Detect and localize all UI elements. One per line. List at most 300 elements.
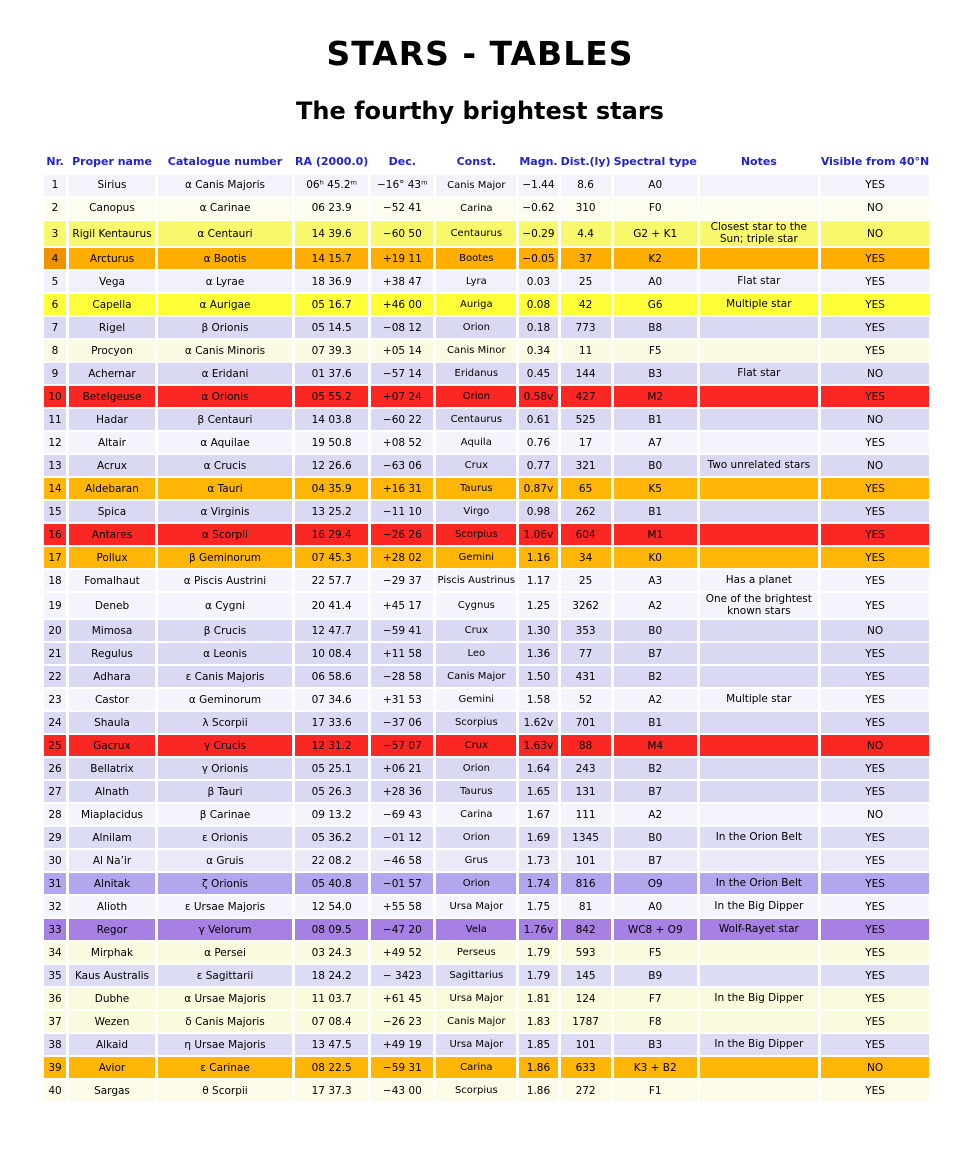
- column-header-dist: Dist.(ly): [560, 155, 611, 168]
- cell-dec: −46 58: [371, 850, 433, 871]
- cell-mag: −1.44: [519, 175, 557, 196]
- cell-nr: 14: [44, 478, 66, 499]
- cell-mag: 1.62v: [519, 712, 557, 733]
- cell-mag: 1.65: [519, 781, 557, 802]
- cell-vis: YES: [821, 919, 929, 940]
- cell-vis: YES: [821, 547, 929, 568]
- cell-notes: Wolf-Rayet star: [700, 919, 818, 940]
- cell-name: Mimosa: [69, 620, 155, 641]
- cell-vis: YES: [821, 593, 929, 618]
- cell-con: Crux: [436, 735, 516, 756]
- cell-mag: 1.86: [519, 1057, 557, 1078]
- cell-spec: G6: [614, 294, 697, 315]
- cell-name: Alkaid: [69, 1034, 155, 1055]
- cell-dist: 272: [561, 1080, 611, 1101]
- column-header-ra: RA (2000.0): [295, 155, 369, 168]
- cell-name: Hadar: [69, 409, 155, 430]
- cell-spec: B7: [614, 781, 697, 802]
- cell-con: Canis Major: [436, 175, 516, 196]
- cell-cat: β Tauri: [158, 781, 292, 802]
- table-row: [44, 317, 929, 338]
- cell-dist: 773: [561, 317, 611, 338]
- cell-dist: 101: [561, 850, 611, 871]
- cell-vis: YES: [821, 896, 929, 917]
- cell-cat: ζ Orionis: [158, 873, 292, 894]
- cell-cat: α Bootis: [158, 248, 292, 269]
- cell-vis: YES: [821, 1080, 929, 1101]
- table-row: [44, 501, 929, 522]
- column-header-name: Proper name: [72, 155, 152, 168]
- cell-dec: −47 20: [371, 919, 433, 940]
- cell-spec: G2 + K1: [614, 221, 697, 246]
- table-row: [44, 666, 929, 687]
- cell-spec: B1: [614, 501, 697, 522]
- cell-cat: α Lyrae: [158, 271, 292, 292]
- cell-nr: 25: [44, 735, 66, 756]
- cell-name: Rigel: [69, 317, 155, 338]
- table-row: [44, 271, 929, 292]
- cell-mag: 0.98: [519, 501, 557, 522]
- cell-con: Centaurus: [436, 221, 516, 246]
- cell-cat: ε Ursae Majoris: [158, 896, 292, 917]
- table-row: [44, 1057, 929, 1078]
- table-row: [44, 455, 929, 476]
- cell-dec: −63 06: [371, 455, 433, 476]
- cell-mag: −0.62: [519, 198, 557, 219]
- cell-ra: 05 40.8: [295, 873, 368, 894]
- cell-dec: +08 52: [371, 432, 433, 453]
- cell-dist: 3262: [561, 593, 611, 618]
- cell-mag: 1.63v: [519, 735, 557, 756]
- cell-dist: 144: [561, 363, 611, 384]
- cell-cat: ε Canis Majoris: [158, 666, 292, 687]
- cell-spec: B3: [614, 1034, 697, 1055]
- cell-name: Castor: [69, 689, 155, 710]
- cell-notes: Closest star to the Sun; triple star: [700, 221, 818, 246]
- cell-dec: +55 58: [371, 896, 433, 917]
- cell-name: Al Na’ir: [69, 850, 155, 871]
- cell-nr: 39: [44, 1057, 66, 1078]
- cell-spec: K0: [614, 547, 697, 568]
- cell-nr: 8: [44, 340, 66, 361]
- cell-vis: YES: [821, 988, 929, 1009]
- cell-nr: 22: [44, 666, 66, 687]
- cell-cat: α Virginis: [158, 501, 292, 522]
- cell-notes: In the Big Dipper: [700, 988, 818, 1009]
- cell-vis: NO: [821, 620, 929, 641]
- cell-vis: YES: [821, 570, 929, 591]
- cell-nr: 28: [44, 804, 66, 825]
- cell-vis: YES: [821, 386, 929, 407]
- cell-ra: 22 08.2: [295, 850, 368, 871]
- cell-notes: [700, 735, 818, 756]
- cell-dist: 633: [561, 1057, 611, 1078]
- cell-dist: 243: [561, 758, 611, 779]
- cell-dec: +11 58: [371, 643, 433, 664]
- cell-cat: α Scorpii: [158, 524, 292, 545]
- cell-dist: 604: [561, 524, 611, 545]
- cell-vis: YES: [821, 478, 929, 499]
- cell-ra: 05 36.2: [295, 827, 368, 848]
- cell-con: Piscis Austrinus: [436, 570, 516, 591]
- cell-con: Gemini: [436, 689, 516, 710]
- cell-dist: 131: [561, 781, 611, 802]
- cell-cat: α Aquilae: [158, 432, 292, 453]
- cell-nr: 15: [44, 501, 66, 522]
- cell-vis: YES: [821, 175, 929, 196]
- cell-nr: 5: [44, 271, 66, 292]
- cell-mag: 1.74: [519, 873, 557, 894]
- cell-ra: 12 31.2: [295, 735, 368, 756]
- cell-notes: [700, 340, 818, 361]
- cell-spec: F0: [614, 198, 697, 219]
- cell-mag: 0.76: [519, 432, 557, 453]
- cell-mag: 1.85: [519, 1034, 557, 1055]
- cell-con: Scorpius: [436, 1080, 516, 1101]
- cell-dist: 25: [561, 271, 611, 292]
- cell-con: Taurus: [436, 478, 516, 499]
- cell-name: Aldebaran: [69, 478, 155, 499]
- cell-con: Centaurus: [436, 409, 516, 430]
- cell-ra: 16 29.4: [295, 524, 368, 545]
- cell-notes: Flat star: [700, 271, 818, 292]
- cell-ra: 13 25.2: [295, 501, 368, 522]
- cell-ra: 18 36.9: [295, 271, 368, 292]
- cell-dec: −08 12: [371, 317, 433, 338]
- cell-cat: α Eridani: [158, 363, 292, 384]
- cell-name: Vega: [69, 271, 155, 292]
- table-row: [44, 198, 929, 219]
- cell-notes: In the Big Dipper: [700, 896, 818, 917]
- cell-mag: 1.17: [519, 570, 557, 591]
- cell-dec: −59 31: [371, 1057, 433, 1078]
- cell-vis: YES: [821, 501, 929, 522]
- column-header-con: Const.: [456, 155, 497, 168]
- table-row: [44, 873, 929, 894]
- cell-mag: 1.06v: [519, 524, 557, 545]
- cell-ra: 18 24.2: [295, 965, 368, 986]
- table-row: [44, 221, 929, 246]
- cell-vis: NO: [821, 409, 929, 430]
- cell-dist: 145: [561, 965, 611, 986]
- cell-nr: 4: [44, 248, 66, 269]
- cell-name: Regor: [69, 919, 155, 940]
- cell-spec: F5: [614, 942, 697, 963]
- cell-dist: 11: [561, 340, 611, 361]
- cell-mag: 1.50: [519, 666, 557, 687]
- cell-spec: B0: [614, 455, 697, 476]
- cell-vis: YES: [821, 248, 929, 269]
- cell-dist: 593: [561, 942, 611, 963]
- cell-notes: [700, 386, 818, 407]
- cell-vis: YES: [821, 965, 929, 986]
- cell-dec: −57 14: [371, 363, 433, 384]
- cell-spec: A0: [614, 271, 697, 292]
- cell-cat: α Crucis: [158, 455, 292, 476]
- cell-notes: [700, 478, 818, 499]
- cell-spec: B3: [614, 363, 697, 384]
- cell-con: Lyra: [436, 271, 516, 292]
- column-header-spec: Spectral type: [613, 155, 697, 168]
- cell-con: Sagittarius: [436, 965, 516, 986]
- cell-mag: 1.79: [519, 965, 557, 986]
- cell-ra: 07 45.3: [295, 547, 368, 568]
- cell-mag: 1.73: [519, 850, 557, 871]
- cell-vis: YES: [821, 294, 929, 315]
- cell-dist: 81: [561, 896, 611, 917]
- cell-spec: O9: [614, 873, 697, 894]
- cell-name: Dubhe: [69, 988, 155, 1009]
- cell-notes: [700, 850, 818, 871]
- cell-mag: 0.58v: [519, 386, 557, 407]
- cell-nr: 19: [44, 593, 66, 618]
- cell-name: Fomalhaut: [69, 570, 155, 591]
- cell-dec: +31 53: [371, 689, 433, 710]
- cell-vis: YES: [821, 758, 929, 779]
- cell-cat: ε Orionis: [158, 827, 292, 848]
- cell-vis: NO: [821, 735, 929, 756]
- cell-mag: 1.16: [519, 547, 557, 568]
- table-row: [44, 850, 929, 871]
- cell-nr: 36: [44, 988, 66, 1009]
- cell-dec: +61 45: [371, 988, 433, 1009]
- cell-cat: α Canis Majoris: [158, 175, 292, 196]
- cell-spec: A0: [614, 896, 697, 917]
- cell-ra: 04 35.9: [295, 478, 368, 499]
- cell-vis: YES: [821, 712, 929, 733]
- cell-cat: λ Scorpii: [158, 712, 292, 733]
- cell-name: Adhara: [69, 666, 155, 687]
- cell-name: Spica: [69, 501, 155, 522]
- cell-dec: +28 36: [371, 781, 433, 802]
- cell-cat: α Centauri: [158, 221, 292, 246]
- cell-spec: F7: [614, 988, 697, 1009]
- cell-spec: B1: [614, 409, 697, 430]
- cell-vis: YES: [821, 873, 929, 894]
- cell-dec: −52 41: [371, 198, 433, 219]
- cell-con: Orion: [436, 827, 516, 848]
- table-row: [44, 896, 929, 917]
- table-row: [44, 804, 929, 825]
- cell-name: Bellatrix: [69, 758, 155, 779]
- cell-con: Crux: [436, 620, 516, 641]
- table-row: [44, 827, 929, 848]
- cell-spec: B9: [614, 965, 697, 986]
- cell-con: Canis Major: [436, 666, 516, 687]
- cell-vis: NO: [821, 221, 929, 246]
- cell-nr: 18: [44, 570, 66, 591]
- cell-mag: 1.30: [519, 620, 557, 641]
- cell-notes: [700, 804, 818, 825]
- cell-con: Gemini: [436, 547, 516, 568]
- table-row: [44, 1011, 929, 1032]
- header-row: [44, 153, 929, 173]
- table-row: [44, 340, 929, 361]
- cell-notes: In the Big Dipper: [700, 1034, 818, 1055]
- cell-spec: A2: [614, 689, 697, 710]
- cell-con: Crux: [436, 455, 516, 476]
- cell-name: Procyon: [69, 340, 155, 361]
- cell-ra: 10 08.4: [295, 643, 368, 664]
- cell-notes: Flat star: [700, 363, 818, 384]
- cell-dist: 1345: [561, 827, 611, 848]
- cell-nr: 34: [44, 942, 66, 963]
- cell-vis: NO: [821, 198, 929, 219]
- cell-dec: +19 11: [371, 248, 433, 269]
- cell-spec: K3 + B2: [614, 1057, 697, 1078]
- cell-mag: 0.87v: [519, 478, 557, 499]
- cell-nr: 9: [44, 363, 66, 384]
- cell-ra: 08 09.5: [295, 919, 368, 940]
- cell-dist: 427: [561, 386, 611, 407]
- cell-nr: 23: [44, 689, 66, 710]
- table-row: [44, 432, 929, 453]
- cell-name: Altair: [69, 432, 155, 453]
- table-row: [44, 1034, 929, 1055]
- cell-ra: 05 26.3: [295, 781, 368, 802]
- cell-ra: 06ʰ 45.2ᵐ: [295, 175, 368, 196]
- cell-mag: 1.86: [519, 1080, 557, 1101]
- cell-name: Acrux: [69, 455, 155, 476]
- cell-ra: 13 47.5: [295, 1034, 368, 1055]
- cell-dec: −59 41: [371, 620, 433, 641]
- cell-nr: 30: [44, 850, 66, 871]
- table-row: [44, 620, 929, 641]
- cell-notes: [700, 409, 818, 430]
- cell-nr: 38: [44, 1034, 66, 1055]
- cell-con: Auriga: [436, 294, 516, 315]
- cell-spec: A2: [614, 593, 697, 618]
- cell-spec: A7: [614, 432, 697, 453]
- cell-mag: −0.29: [519, 221, 557, 246]
- cell-mag: 1.81: [519, 988, 557, 1009]
- cell-name: Canopus: [69, 198, 155, 219]
- cell-dist: 37: [561, 248, 611, 269]
- cell-nr: 12: [44, 432, 66, 453]
- star-table: [41, 151, 932, 1103]
- cell-cat: θ Scorpii: [158, 1080, 292, 1101]
- cell-nr: 37: [44, 1011, 66, 1032]
- cell-con: Canis Major: [436, 1011, 516, 1032]
- table-row: [44, 781, 929, 802]
- cell-mag: 0.45: [519, 363, 557, 384]
- cell-nr: 20: [44, 620, 66, 641]
- cell-dec: −69 43: [371, 804, 433, 825]
- cell-cat: α Canis Minoris: [158, 340, 292, 361]
- cell-mag: 1.64: [519, 758, 557, 779]
- cell-notes: [700, 501, 818, 522]
- cell-vis: YES: [821, 781, 929, 802]
- page-subtitle: The fourthy brightest stars: [296, 97, 664, 125]
- cell-cat: α Geminorum: [158, 689, 292, 710]
- cell-vis: YES: [821, 432, 929, 453]
- cell-spec: K2: [614, 248, 697, 269]
- cell-name: Alioth: [69, 896, 155, 917]
- column-header-notes: Notes: [740, 155, 777, 168]
- cell-con: Carina: [436, 1057, 516, 1078]
- cell-dist: 262: [561, 501, 611, 522]
- cell-notes: [700, 965, 818, 986]
- table-row: [44, 712, 929, 733]
- cell-spec: M1: [614, 524, 697, 545]
- cell-vis: YES: [821, 689, 929, 710]
- cell-dist: 431: [561, 666, 611, 687]
- cell-nr: 27: [44, 781, 66, 802]
- cell-nr: 32: [44, 896, 66, 917]
- cell-name: Shaula: [69, 712, 155, 733]
- cell-dec: −60 50: [371, 221, 433, 246]
- table-row: [44, 1080, 929, 1101]
- cell-name: Alnitak: [69, 873, 155, 894]
- cell-nr: 7: [44, 317, 66, 338]
- cell-dec: −26 26: [371, 524, 433, 545]
- table-row: [44, 547, 929, 568]
- cell-con: Ursa Major: [436, 1034, 516, 1055]
- cell-name: Alnilam: [69, 827, 155, 848]
- cell-vis: YES: [821, 666, 929, 687]
- cell-dec: −01 57: [371, 873, 433, 894]
- cell-dist: 816: [561, 873, 611, 894]
- cell-nr: 17: [44, 547, 66, 568]
- table-row: [44, 478, 929, 499]
- cell-con: Canis Minor: [436, 340, 516, 361]
- cell-cat: α Carinae: [158, 198, 292, 219]
- cell-vis: YES: [821, 850, 929, 871]
- table-row: [44, 965, 929, 986]
- cell-nr: 26: [44, 758, 66, 779]
- cell-ra: 07 34.6: [295, 689, 368, 710]
- cell-cat: β Geminorum: [158, 547, 292, 568]
- cell-cat: γ Crucis: [158, 735, 292, 756]
- cell-con: Orion: [436, 317, 516, 338]
- cell-vis: YES: [821, 524, 929, 545]
- column-header-dec: Dec.: [388, 155, 416, 168]
- cell-dist: 17: [561, 432, 611, 453]
- cell-spec: B2: [614, 666, 697, 687]
- cell-dist: 4.4: [561, 221, 611, 246]
- cell-dec: −26 23: [371, 1011, 433, 1032]
- cell-name: Antares: [69, 524, 155, 545]
- table-row: [44, 524, 929, 545]
- cell-ra: 01 37.6: [295, 363, 368, 384]
- cell-mag: 1.58: [519, 689, 557, 710]
- cell-con: Cygnus: [436, 593, 516, 618]
- table-row: [44, 735, 929, 756]
- cell-con: Ursa Major: [436, 988, 516, 1009]
- cell-ra: 07 08.4: [295, 1011, 368, 1032]
- cell-name: Miaplacidus: [69, 804, 155, 825]
- cell-name: Deneb: [69, 593, 155, 618]
- cell-nr: 35: [44, 965, 66, 986]
- cell-notes: Multiple star: [700, 294, 818, 315]
- cell-notes: [700, 1080, 818, 1101]
- cell-spec: F8: [614, 1011, 697, 1032]
- cell-ra: 06 58.6: [295, 666, 368, 687]
- cell-notes: [700, 942, 818, 963]
- cell-ra: 14 03.8: [295, 409, 368, 430]
- cell-cat: β Orionis: [158, 317, 292, 338]
- page: [0, 34, 960, 1161]
- star-table-body: [44, 175, 929, 1101]
- cell-dec: −16° 43ᵐ: [371, 175, 433, 196]
- cell-spec: B7: [614, 643, 697, 664]
- cell-ra: 14 39.6: [295, 221, 368, 246]
- cell-spec: A2: [614, 804, 697, 825]
- cell-cat: α Ursae Majoris: [158, 988, 292, 1009]
- cell-spec: B0: [614, 620, 697, 641]
- cell-vis: NO: [821, 804, 929, 825]
- column-header-vis: Visible from 40°N: [820, 155, 930, 168]
